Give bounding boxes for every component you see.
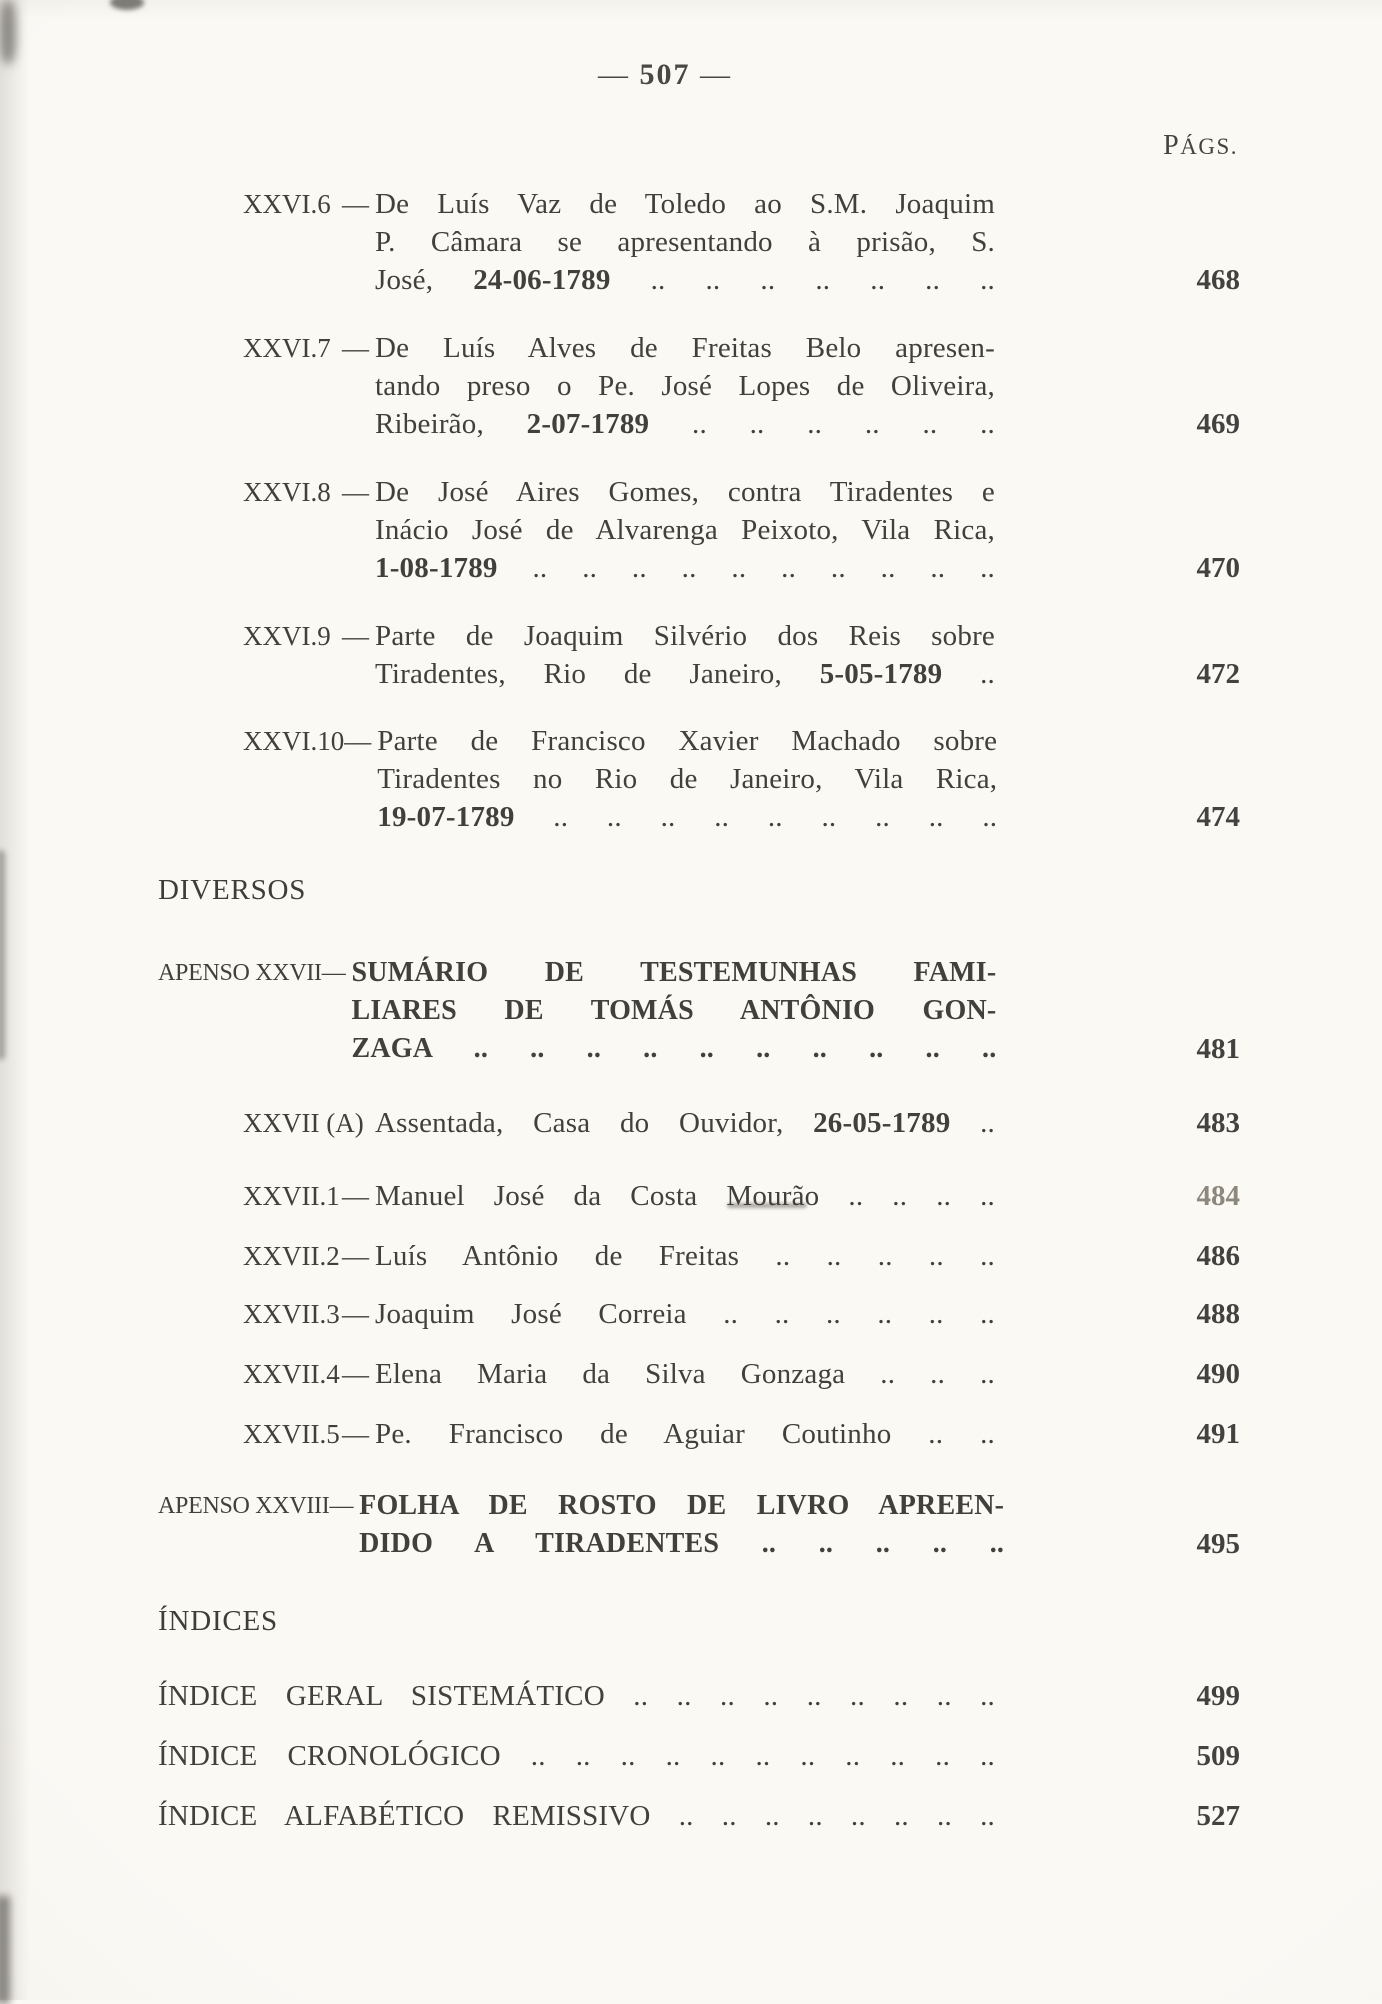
entry-dash: — bbox=[321, 960, 346, 986]
entry-text-line: Assentada, Casa do Ouvidor, 26-05-1789 .. bbox=[375, 1107, 996, 1139]
entry-page-number: 469 bbox=[1196, 408, 1240, 440]
entry-number: XXVII.4 bbox=[243, 1359, 340, 1389]
entry-text-line: Manuel José da Costa Mourão .. .. .. .. bbox=[375, 1180, 995, 1212]
section-heading-indices: ÍNDICES bbox=[158, 1605, 278, 1637]
entry-text-line: De Luís Vaz de Toledo ao S.M. Joaquim bbox=[375, 188, 995, 220]
entry-page-number: 472 bbox=[1196, 658, 1240, 690]
entry-dash: — bbox=[342, 1299, 369, 1329]
entry-number: XXVI.6 bbox=[243, 189, 331, 219]
entry-number: XXVII.5 bbox=[243, 1419, 340, 1449]
entry-page-number: 486 bbox=[1196, 1240, 1240, 1272]
entry-number: XXVI.7 bbox=[243, 333, 331, 363]
entry-number: APENSO XXVIII bbox=[158, 1493, 330, 1519]
entry-text-line: Parte de Francisco Xavier Machado sobre bbox=[377, 725, 998, 757]
entry-dash: — bbox=[342, 1241, 369, 1271]
scan-artifact bbox=[110, 0, 144, 10]
toc-entry bbox=[243, 185, 1240, 299]
entry-text-line: Elena Maria da Silva Gonzaga .. .. .. bbox=[375, 1358, 995, 1390]
scan-artifact bbox=[0, 1896, 10, 2004]
scan-artifact bbox=[0, 0, 16, 64]
section-heading-diversos: DIVERSOS bbox=[158, 874, 307, 906]
entry-page-number: 488 bbox=[1196, 1298, 1240, 1330]
entry-text-line: ÍNDICE ALFABÉTICO REMISSIVO .. .. .. .. .. .. .. .. bbox=[158, 1800, 995, 1832]
entry-text-line: ÍNDICE GERAL SISTEMÁTICO .. .. .. .. .. .. .. .. .. bbox=[158, 1680, 995, 1712]
entry-page-number: 527 bbox=[1196, 1800, 1240, 1832]
entry-text-line: Parte de Joaquim Silvério dos Reis sobre bbox=[375, 620, 995, 652]
entry-text-line: Pe. Francisco de Aguiar Coutinho .. .. bbox=[375, 1418, 995, 1450]
entry-page-number: 491 bbox=[1196, 1418, 1240, 1450]
entry-text-line: SUMÁRIO DE TESTEMUNHAS FAMI- bbox=[351, 957, 997, 988]
entry-dash: — bbox=[342, 477, 369, 507]
toc-entry-index bbox=[158, 1737, 1240, 1775]
toc-entry bbox=[243, 473, 1240, 587]
toc-entry-index bbox=[158, 1797, 1240, 1835]
toc-entry bbox=[243, 1237, 1240, 1275]
entry-page-number: 468 bbox=[1196, 264, 1240, 296]
entry-dash: — bbox=[329, 1493, 354, 1519]
entry-dash: — bbox=[342, 1359, 369, 1389]
scan-artifact bbox=[0, 850, 5, 1060]
entry-dash: — bbox=[342, 621, 369, 651]
entry-text-line: ZAGA .. .. .. .. .. .. .. .. .. .. bbox=[351, 1033, 997, 1064]
entry-text-line: José, 24-06-1789 .. .. .. .. .. .. .. bbox=[375, 264, 995, 296]
entry-dash: — bbox=[342, 1419, 369, 1449]
toc-entry bbox=[243, 722, 1240, 836]
toc-entry-index bbox=[158, 1677, 1240, 1715]
entry-number: XXVII.3 bbox=[243, 1299, 340, 1329]
entry-dash: — bbox=[344, 726, 372, 756]
entry-number: XXVII.1 bbox=[243, 1181, 340, 1211]
entry-text-line: 1-08-1789 .. .. .. .. .. .. .. .. .. .. bbox=[375, 552, 995, 584]
entry-number: XXVII (A) bbox=[243, 1108, 364, 1138]
entry-text-line: Tiradentes, Rio de Janeiro, 5-05-1789 .. bbox=[375, 658, 996, 690]
entry-text-line: Luís Antônio de Freitas .. .. .. .. .. bbox=[375, 1240, 995, 1272]
entry-dash: — bbox=[342, 189, 369, 219]
entry-text-line: De José Aires Gomes, contra Tiradentes e bbox=[375, 476, 995, 508]
toc-entry bbox=[243, 1104, 1240, 1142]
page-number-header: — 507 — bbox=[598, 58, 732, 91]
entry-number: XXVI.9 bbox=[243, 621, 331, 651]
pags-column-label: PÁGS. bbox=[1163, 130, 1238, 161]
entry-text-line: Joaquim José Correia .. .. .. .. .. .. bbox=[375, 1298, 995, 1330]
entry-text-line: FOLHA DE ROSTO DE LIVRO APREEN- bbox=[359, 1490, 1005, 1521]
entry-page-number: 509 bbox=[1196, 1740, 1240, 1772]
entry-page-number: 470 bbox=[1196, 552, 1240, 584]
entry-number: APENSO XXVII bbox=[158, 960, 322, 986]
entry-number: XXVII.2 bbox=[243, 1241, 340, 1271]
entry-page-number: 490 bbox=[1196, 1358, 1240, 1390]
entry-text-line: 19-07-1789 .. .. .. .. .. .. .. .. .. bbox=[377, 801, 998, 833]
toc-entry bbox=[243, 1415, 1240, 1453]
entry-text-line: ÍNDICE CRONOLÓGICO .. .. .. .. .. .. .. .. .. .. .. bbox=[158, 1740, 995, 1772]
entry-page-number: 483 bbox=[1196, 1107, 1240, 1139]
scan-artifact bbox=[727, 1203, 807, 1208]
entry-text-line: P. Câmara se apresentando à prisão, S. bbox=[375, 226, 995, 258]
entry-dash: — bbox=[342, 333, 369, 363]
entry-page-number: 484 bbox=[1196, 1180, 1240, 1212]
entry-text-line: LIARES DE TOMÁS ANTÔNIO GON- bbox=[351, 995, 997, 1026]
toc-entry-apenso bbox=[158, 1487, 1240, 1563]
entry-page-number: 495 bbox=[1196, 1528, 1240, 1560]
entry-page-number: 474 bbox=[1196, 801, 1240, 833]
toc-entry bbox=[243, 617, 1240, 693]
entry-dash: — bbox=[342, 1181, 369, 1211]
entry-text-line: DIDO A TIRADENTES .. .. .. .. .. bbox=[359, 1528, 1005, 1559]
entry-page-number: 481 bbox=[1196, 1033, 1240, 1065]
toc-entry bbox=[243, 1355, 1240, 1393]
entry-text-line: Inácio José de Alvarenga Peixoto, Vila Rica, bbox=[375, 514, 995, 546]
entry-text-line: De Luís Alves de Freitas Belo apresen- bbox=[375, 332, 995, 364]
entry-number: XXVI.8 bbox=[243, 477, 331, 507]
entry-text-line: Tiradentes no Rio de Janeiro, Vila Rica, bbox=[377, 763, 998, 795]
entry-number: XXVI.10 bbox=[243, 726, 345, 756]
toc-entry bbox=[243, 1177, 1240, 1215]
entry-page-number: 499 bbox=[1196, 1680, 1240, 1712]
toc-entry bbox=[243, 1295, 1240, 1333]
toc-entry-apenso bbox=[158, 954, 1240, 1068]
entry-text-line: tando preso o Pe. José Lopes de Oliveira, bbox=[375, 370, 995, 402]
entry-text-line: Ribeirão, 2-07-1789 .. .. .. .. .. .. bbox=[375, 408, 995, 440]
toc-entry bbox=[243, 329, 1240, 443]
